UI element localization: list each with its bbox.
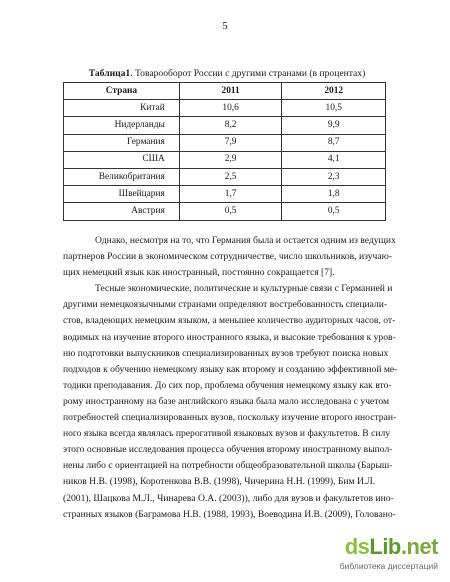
cell-2012: 8,7: [282, 134, 386, 151]
text-line: нены либо с ориентацией на потребности общеобразовательной школы (Барыш-: [63, 460, 393, 472]
cell-country: Австрия: [64, 203, 180, 220]
cell-country: США: [64, 151, 180, 168]
table-caption-text: . Товарооборот России с другими странами (в процентах): [130, 68, 366, 79]
cell-2012: 9,9: [282, 117, 386, 134]
text-line: партнеров России в экономическом сотрудничестве, число школьников, изучаю-: [63, 251, 392, 263]
table-row: [64, 134, 386, 151]
table-row: [64, 117, 386, 134]
text-line: ников Н.В. (1998), Коротенкова В.В. (1998), Чичерина Н.Н. (1999), Бим И.Л.: [63, 476, 376, 488]
table-row: [64, 151, 386, 168]
body-text: [63, 233, 398, 523]
header-2011: 2011: [179, 83, 282, 100]
cell-2011: 10,6: [179, 100, 282, 117]
text-line: другими немецкоязычными странами определяют востребованность специали-: [63, 299, 388, 311]
logo-lib: Lib: [369, 534, 401, 559]
cell-2011: 0,5: [179, 203, 282, 220]
cell-country: Нидерланды: [64, 117, 180, 134]
logo-wordmark: [345, 534, 438, 560]
cell-2011: 7,9: [179, 134, 282, 151]
cell-country: Германия: [64, 134, 180, 151]
text-line: ного языка всегда являлась прерогативой языковых вузов и факультетов. В силу: [63, 428, 391, 440]
header-country: Страна: [64, 83, 180, 100]
table-caption-label: Таблица1: [88, 68, 131, 79]
cell-2012: 4,1: [282, 151, 386, 168]
text-line: потребностей специализированных вузов, поскольку изучение второго иностран-: [63, 412, 397, 424]
text-line: ню подготовки выпускников специализированных вузов требуют поиска новых: [63, 347, 389, 359]
trade-table: [63, 82, 386, 221]
table-caption: [62, 68, 392, 79]
logo-net: .net: [400, 534, 438, 559]
cell-2011: 2,9: [179, 151, 282, 168]
text-line: этого основные исследования процесса обучения второму иностранному выпол-: [63, 444, 393, 456]
page-number: 5: [222, 20, 228, 32]
cell-2011: 8,2: [179, 117, 282, 134]
dslib-watermark-logo: [320, 534, 442, 574]
text-line: (2001), Шацкова М.Л., Чинарева О.А. (2003)), либо для вузов и факультетов ино-: [63, 492, 394, 504]
text-line: странных языков (Баграмова Н.В. (1988, 1993), Воеводина И.В. (2009), Головано-: [63, 508, 396, 520]
table-row: [64, 168, 386, 185]
logo-subtitle: библиотека диссертаций: [339, 561, 438, 571]
text-line: водимых на изучение второго иностранного языка, и высокие требования к уров-: [63, 331, 396, 343]
cell-country: Великобритания: [64, 168, 180, 185]
text-line: стов, владеющих немецким языком, а меньшее количество аудиторных часов, от-: [63, 315, 396, 327]
cell-2012: 0,5: [282, 203, 386, 220]
table-row: [64, 186, 386, 203]
cell-country: Китай: [64, 100, 180, 117]
table-row: [64, 100, 386, 117]
text-line: Однако, несмотря на то, что Германия была и остается одним из ведущих: [95, 235, 396, 246]
cell-2012: 1,8: [282, 186, 386, 203]
cell-country: Швейцария: [64, 186, 180, 203]
text-line: Тесные экономические, политические и культурные связи с Германией и: [95, 283, 393, 295]
cell-2012: 10,5: [282, 100, 386, 117]
table-header-row: [64, 83, 386, 100]
logo-ds: ds: [344, 534, 370, 559]
text-line: щих немецкий язык как иностранный, постоянно сокращается [7].: [63, 267, 335, 279]
cell-2012: 2,3: [282, 168, 386, 185]
text-line: рому иностранному на базе английского языка была мало исследована с учетом: [63, 395, 390, 407]
text-line: подходов к обучению немецкому языку как второму и созданию эффективной ме-: [63, 363, 398, 375]
cell-2011: 1,7: [179, 186, 282, 203]
cell-2011: 2,5: [179, 168, 282, 185]
text-line: тодики преподавания. До сих пор, проблема обучения немецкому языку как вто-: [63, 379, 392, 391]
header-2012: 2012: [282, 83, 386, 100]
table-row: [64, 203, 386, 220]
